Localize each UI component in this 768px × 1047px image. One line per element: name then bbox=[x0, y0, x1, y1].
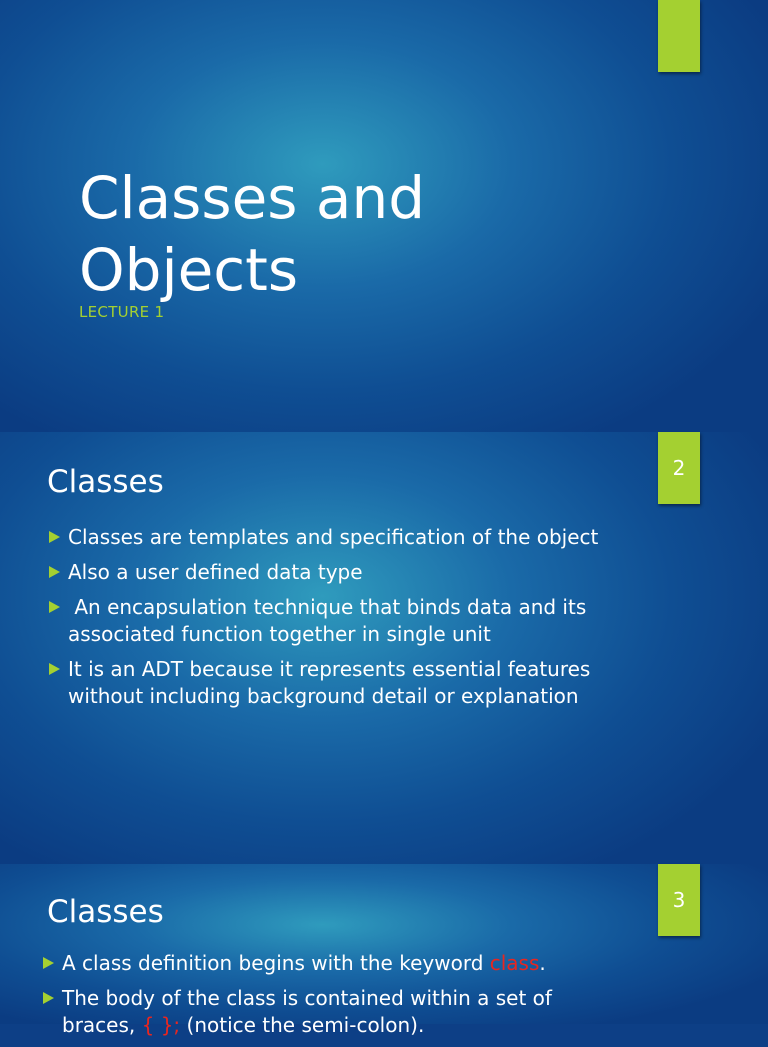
bullet-arrow-icon bbox=[43, 957, 54, 969]
bullet-text: Also a user defined data type bbox=[68, 560, 363, 584]
bullet-text-before: The body of the class is contained within a set of braces, bbox=[62, 986, 552, 1037]
list-item bbox=[47, 594, 627, 648]
bullet-arrow-icon bbox=[49, 663, 60, 675]
slide-number-tab bbox=[658, 0, 700, 72]
slide-number-tab: 2 bbox=[658, 432, 700, 504]
bullet-arrow-icon bbox=[49, 601, 60, 613]
list-item bbox=[41, 950, 621, 977]
list-item bbox=[47, 559, 627, 586]
bullet-text: Classes are templates and specification of the object bbox=[68, 525, 599, 549]
slide-3 bbox=[0, 864, 768, 1037]
bullet-text: It is an ADT because it represents essential features without including background detail or explanation bbox=[68, 657, 591, 708]
bullet-text-before: A class definition begins with the keyword bbox=[62, 951, 490, 975]
slide-2 bbox=[0, 432, 768, 864]
keyword-text: class bbox=[489, 951, 540, 975]
slide-1 bbox=[0, 0, 768, 432]
slide-number-tab: 3 bbox=[658, 864, 700, 936]
bullet-text: An encapsulation technique that binds data and its associated function together in single unit bbox=[68, 595, 593, 646]
bullet-list bbox=[47, 524, 627, 718]
keyword-text: { }; bbox=[141, 1013, 181, 1037]
bullet-arrow-icon bbox=[49, 531, 60, 543]
bullet-text-after: (notice the semi-colon). bbox=[180, 1013, 425, 1037]
slide-title: Classes and Objects bbox=[79, 164, 426, 304]
slide-heading: Classes bbox=[47, 894, 164, 930]
list-item bbox=[47, 656, 627, 710]
slide-heading: Classes bbox=[47, 464, 164, 500]
bullet-list bbox=[41, 950, 621, 1047]
bullet-arrow-icon bbox=[49, 566, 60, 578]
bullet-text-after: . bbox=[539, 951, 546, 975]
bullet-arrow-icon bbox=[43, 992, 54, 1004]
list-item bbox=[41, 985, 621, 1039]
list-item bbox=[47, 524, 627, 551]
slide-subtitle: LECTURE 1 bbox=[79, 303, 165, 321]
